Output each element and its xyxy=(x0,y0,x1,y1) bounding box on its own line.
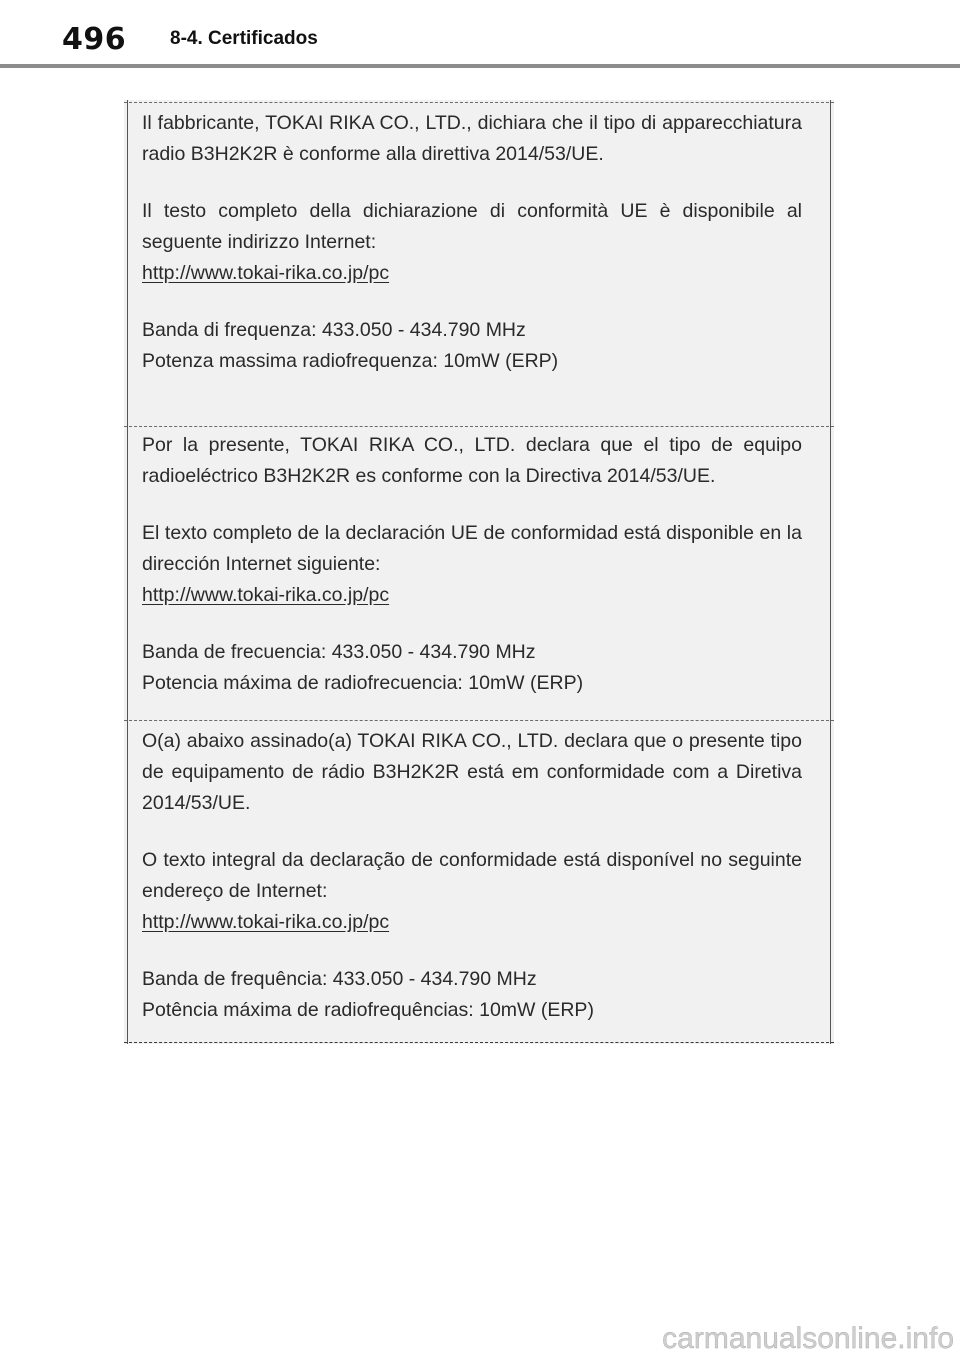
portuguese-availability: O texto integral da declaração de conformidade está disponível no seguinte endereço de Internet: xyxy=(142,849,802,902)
page-number: 496 xyxy=(62,22,127,57)
italian-max-power: Potenza massima radiofrequenza: 10mW (ERP) xyxy=(142,350,559,372)
spanish-url-link[interactable]: http://www.tokai-rika.co.jp/pc xyxy=(142,584,390,606)
italian-url-link[interactable]: http://www.tokai-rika.co.jp/pc xyxy=(142,262,390,284)
spanish-statement: Por la presente, TOKAI RIKA CO., LTD. declara que el tipo de equipo radioeléctrico B3H2K2R es conforme con la Directiva 2014/53/UE. xyxy=(142,434,802,487)
spanish-availability: El texto completo de la declaración UE de conformidad está disponible en la dirección Internet siguiente: xyxy=(142,522,802,575)
watermark-text: carmanualsonline.info xyxy=(662,1322,954,1355)
spanish-frequency-band: Banda de frecuencia: 433.050 - 434.790 MHz xyxy=(142,641,536,663)
portuguese-statement: O(a) abaixo assinado(a) TOKAI RIKA CO., LTD. declara que o presente tipo de equipamento de rádio B3H2K2R está em conformidade com a Diretiva 2014/53/UE. xyxy=(142,730,802,814)
italian-frequency-band: Banda di frequenza: 433.050 - 434.790 MHz xyxy=(142,319,526,341)
spanish-max-power: Potencia máxima de radiofrecuencia: 10mW (ERP) xyxy=(142,672,584,694)
italian-statement: Il fabbricante, TOKAI RIKA CO., LTD., dichiara che il tipo di apparecchiatura radio B3H2K2R è conforme alla direttiva 2014/53/UE. xyxy=(142,112,802,165)
portuguese-url-link[interactable]: http://www.tokai-rika.co.jp/pc xyxy=(142,911,390,933)
section-title: 8-4. Certificados xyxy=(170,28,318,49)
portuguese-max-power: Potência máxima de radiofrequências: 10mW (ERP) xyxy=(142,999,594,1021)
portuguese-frequency-band: Banda de frequência: 433.050 - 434.790 MHz xyxy=(142,968,537,990)
italian-availability: Il testo completo della dichiarazione di conformità UE è disponibile al seguente indirizzo Internet: xyxy=(142,200,802,253)
